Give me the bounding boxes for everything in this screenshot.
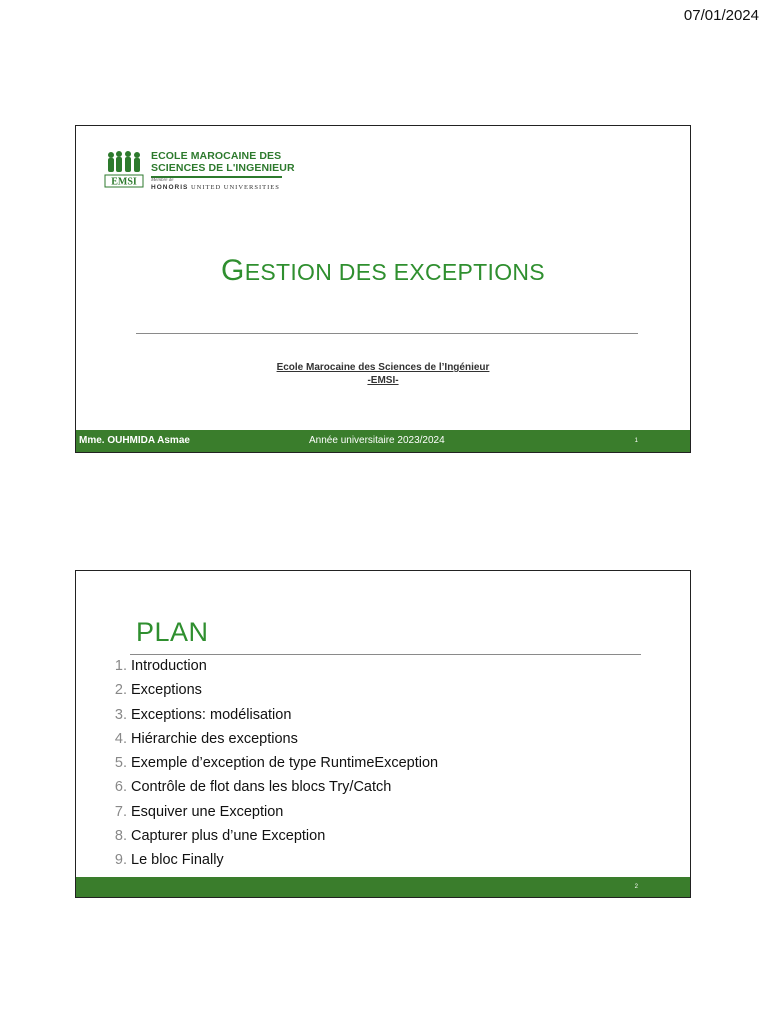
plan-list [100, 657, 438, 876]
slide-number: 1 [634, 438, 638, 444]
plan-item-number: 6. [114, 779, 127, 796]
slide-title-rest: ESTION DES EXCEPTIONS [244, 259, 545, 285]
plan-item [100, 681, 438, 705]
plan-item-text: Esquiver une Exception [131, 803, 284, 820]
plan-item-text: Exceptions: modélisation [131, 706, 292, 723]
logo-line-4 [151, 184, 295, 192]
slide-number: 2 [634, 884, 638, 890]
emsi-logo-text [151, 150, 295, 192]
school-abbreviation: -EMSI- [367, 375, 399, 386]
plan-title-divider [130, 654, 641, 655]
plan-item-number: 1. [114, 658, 127, 674]
plan-item-text: Le bloc Finally [131, 852, 224, 869]
logo-line-1: ECOLE MAROCAINE DES [151, 150, 282, 162]
emsi-badge-text: EMSI [111, 176, 137, 188]
slide-1 [75, 125, 691, 453]
school-name: Ecole Marocaine des Sciences de l’Ingénieur [276, 362, 490, 373]
plan-item-number: 3. [114, 706, 127, 723]
plan-item-number: 9. [114, 852, 127, 869]
plan-item-text: Capturer plus d’une Exception [131, 828, 326, 845]
plan-item-text: Introduction [131, 658, 207, 674]
page-date: 07/01/2024 [683, 7, 759, 24]
plan-item [100, 657, 438, 681]
slide-2 [75, 570, 691, 898]
plan-item-text: Contrôle de flot dans les blocs Try/Catch [131, 779, 392, 796]
logo-united-universities: UNITED UNIVERSITIES [190, 184, 280, 191]
plan-item-number: 4. [114, 730, 127, 747]
footer-year: Année universitaire 2023/2024 [309, 435, 445, 446]
footer-author: Mme. OUHMIDA Asmae [79, 435, 190, 446]
plan-item [100, 827, 438, 851]
plan-item-number: 7. [114, 803, 127, 820]
plan-item [100, 754, 438, 778]
logo-line-2: SCIENCES DE L'INGENIEUR [151, 162, 295, 174]
title-divider [136, 333, 638, 334]
logo-honoris: HONORIS [151, 184, 189, 191]
plan-item-number: 8. [114, 828, 127, 845]
plan-item [100, 851, 438, 875]
slide-footer [76, 430, 690, 452]
plan-item [100, 730, 438, 754]
slide-title [76, 254, 690, 288]
plan-item [100, 778, 438, 802]
slide-footer [76, 877, 690, 897]
plan-item-number: 5. [114, 755, 127, 772]
plan-item-number: 2. [114, 682, 127, 699]
plan-title: PLAN [136, 617, 209, 647]
plan-item-text: Hiérarchie des exceptions [131, 730, 298, 747]
emsi-logo-mark-icon [103, 150, 145, 188]
plan-item [100, 803, 438, 827]
logo-line-3: Membre de [151, 178, 174, 183]
plan-item [100, 706, 438, 730]
emsi-logo [103, 150, 295, 192]
slide-title-cap: G [221, 254, 245, 287]
plan-item-text: Exemple d’exception de type RuntimeException [131, 755, 439, 772]
plan-item-text: Exceptions [131, 682, 202, 699]
